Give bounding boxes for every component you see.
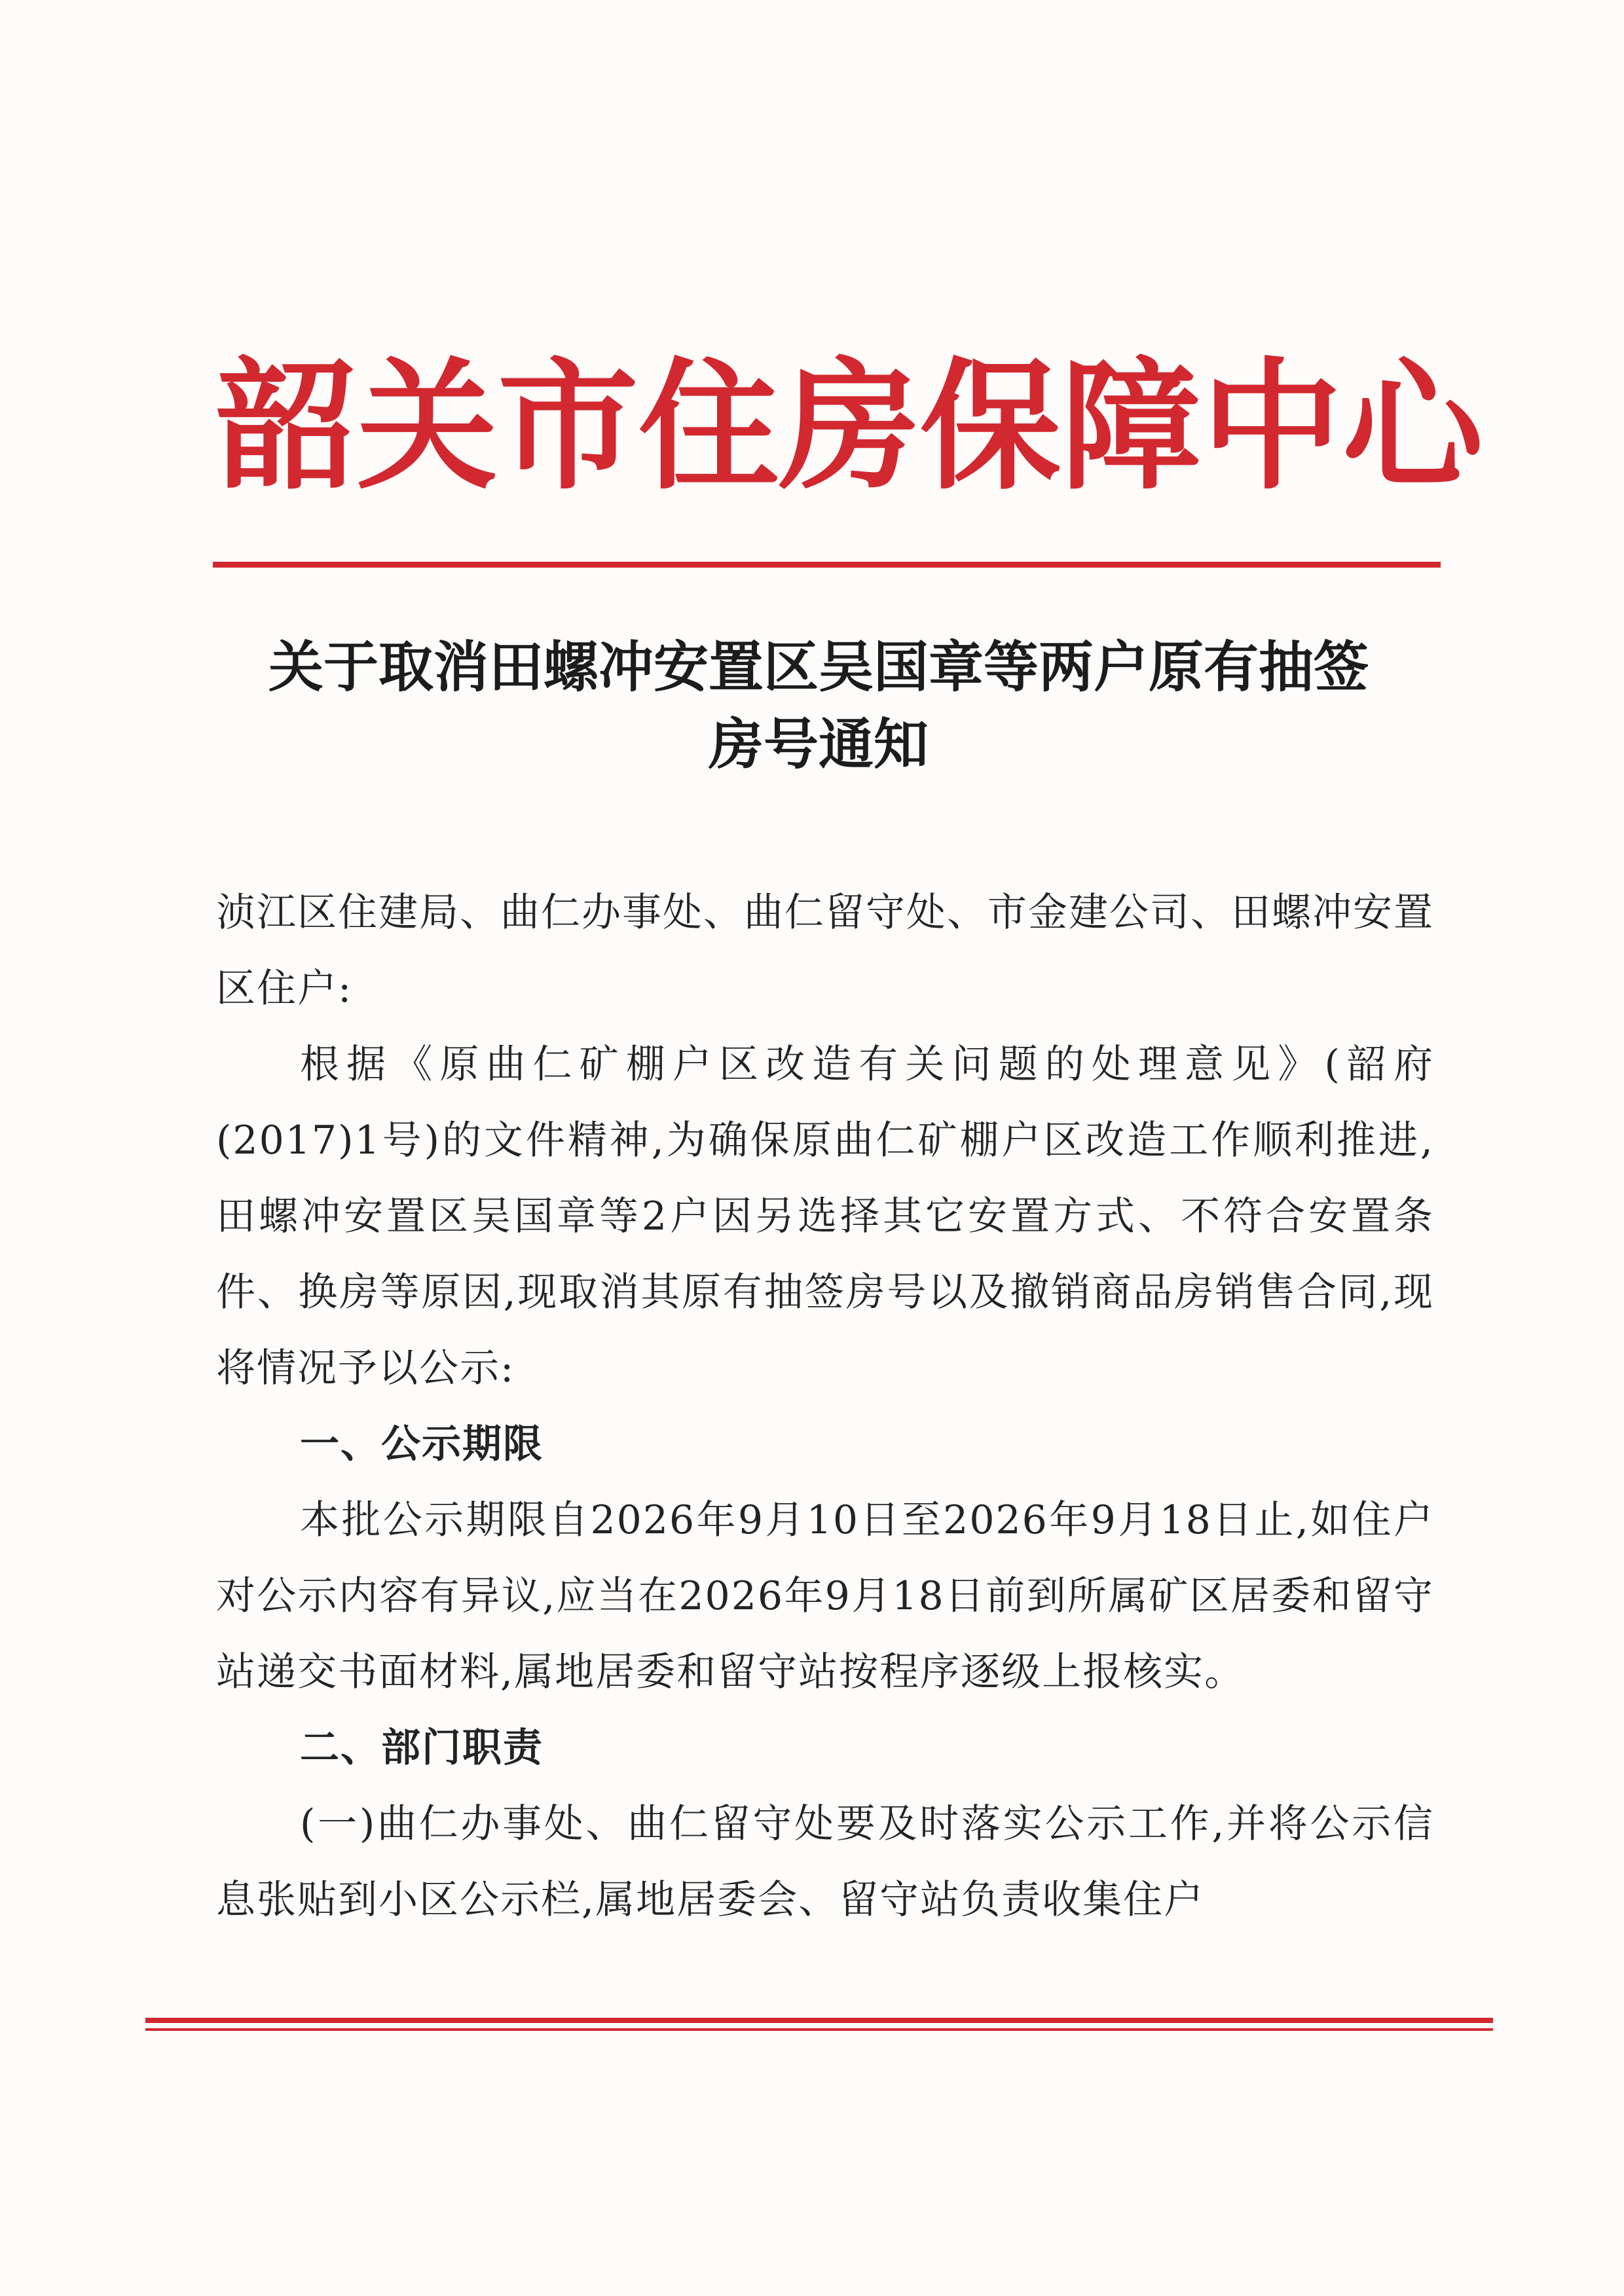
issuing-organization-header xyxy=(216,340,1483,511)
header-char: 市 xyxy=(498,342,638,509)
header-char: 障 xyxy=(1061,342,1202,509)
section-1-paragraph: 本批公示期限自2026年9月10日至2026年9月18日止,如住户对公示内容有异议,应当在2026年9月18日前到所属矿区居委和留守站递交书面材料,属地居委和留守站按程序逐级上报核实。 xyxy=(216,1497,1434,1695)
recipients-paragraph: 浈江区住建局、曲仁办事处、曲仁留守处、市金建公司、田螺冲安置区住户: xyxy=(216,890,1434,1011)
section-2-item-1: (一)曲仁办事处、曲仁留守处要及时落实公示工作,并将公示信息张贴到小区公示栏,属地居委会、留守站负责收集住户 xyxy=(216,1801,1434,1923)
header-divider-line xyxy=(213,562,1441,568)
section-1-heading: 一、公示期限 xyxy=(300,1421,544,1467)
footer-line-thick xyxy=(145,2018,1493,2023)
header-char: 住 xyxy=(638,342,779,509)
footer-line-thin xyxy=(145,2028,1493,2031)
title-line-1: 关于取消田螺冲安置区吴国章等两户原有抽签 xyxy=(268,635,1369,699)
header-char: 保 xyxy=(920,342,1061,509)
header-char: 关 xyxy=(357,342,498,509)
document-body xyxy=(216,875,1434,1938)
section-2-heading: 二、部门职责 xyxy=(300,1725,544,1771)
header-char: 心 xyxy=(1342,342,1483,509)
title-line-2: 房号通知 xyxy=(708,712,929,776)
footer-divider-lines xyxy=(145,2018,1493,2031)
intro-paragraph: 根据《原曲仁矿棚户区改造有关问题的处理意见》(韶府(2017)1号)的文件精神,为确保原曲仁矿棚户区改造工作顺利推进,田螺冲安置区吴国章等2户因另选择其它安置方式、不符合安置条件、换房等原因,现取消其原有抽签房号以及撤销商品房销售合同,现将情况予以公示: xyxy=(216,1042,1434,1391)
header-char: 房 xyxy=(779,342,920,509)
header-char: 中 xyxy=(1202,342,1342,509)
header-char: 韶 xyxy=(216,342,357,509)
document-title xyxy=(196,629,1441,783)
